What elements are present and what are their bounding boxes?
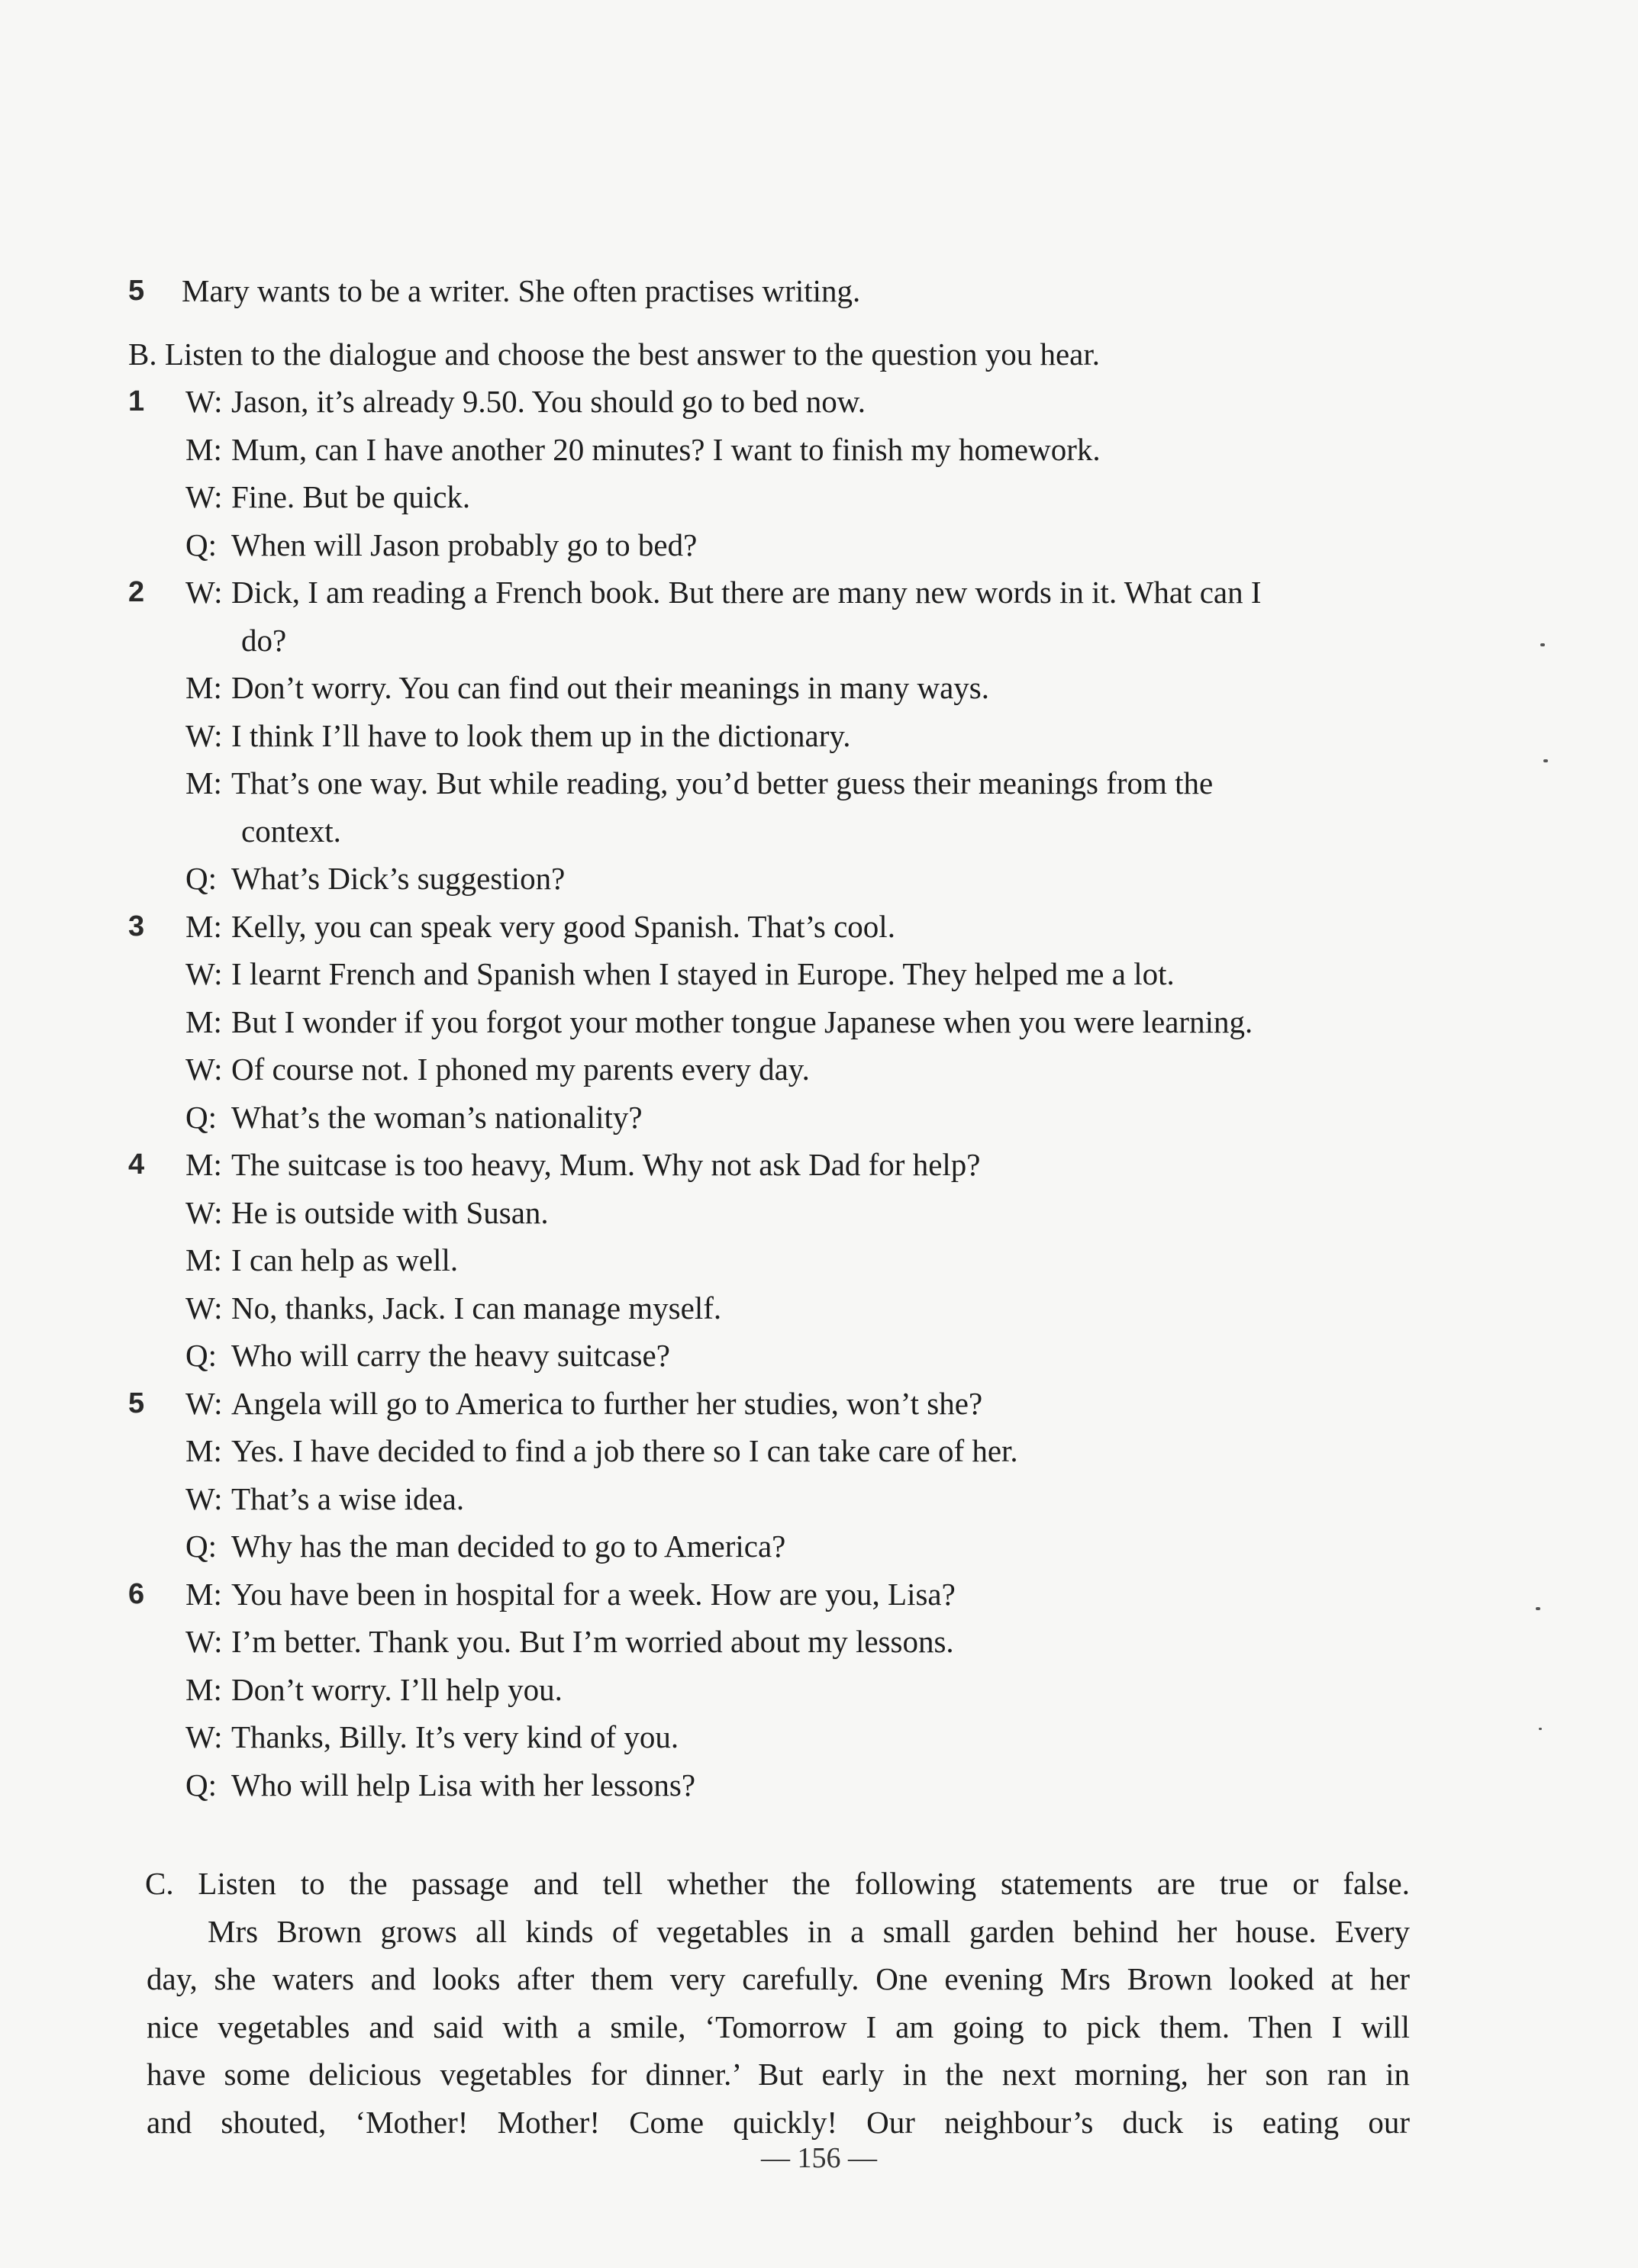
- dialogue-text: [128, 1052, 810, 1087]
- dialogue-text: [128, 1290, 721, 1326]
- dialogue-line: [128, 1094, 1426, 1142]
- speaker-label: Q:: [185, 861, 217, 896]
- dialogue-line: [128, 1713, 1426, 1761]
- dialogue-list: [128, 378, 1426, 1809]
- dialogue-line: [128, 759, 1426, 807]
- dialogue-line: [128, 1236, 1426, 1284]
- speaker-label: M:: [185, 908, 222, 944]
- speaker-label: W:: [185, 1480, 223, 1516]
- utterance: Don’t worry. You can find out their meanings in many ways.: [231, 670, 989, 705]
- passage-line: nice vegetables and said with a smile, ‘Tomorrow I am going to pick them. Then I will: [147, 2009, 1410, 2044]
- utterance-continued: do?: [241, 622, 287, 658]
- speaker-label: M:: [185, 1671, 222, 1707]
- dialogue-text: [128, 1338, 670, 1373]
- speaker-label: W:: [185, 479, 223, 514]
- utterance: I can help as well.: [231, 1242, 459, 1277]
- utterance: Thanks, Billy. It’s very kind of you.: [231, 1719, 679, 1754]
- dialogue-line: [128, 1189, 1426, 1237]
- utterance: That’s one way. But while reading, you’d better guess their meanings from the: [231, 765, 1214, 801]
- utterance: Jason, it’s already 9.50. You should go to bed now.: [231, 384, 866, 419]
- utterance-continued: context.: [241, 813, 341, 849]
- speaker-label: Q:: [185, 1529, 217, 1564]
- dialogue-line: [128, 664, 1426, 712]
- utterance: Who will help Lisa with her lessons?: [231, 1767, 696, 1802]
- dialogue-number: 2: [128, 576, 145, 608]
- dialogue-text: [128, 670, 989, 705]
- utterance: Kelly, you can speak very good Spanish. That’s cool.: [231, 908, 895, 944]
- dialogue-line: [128, 1332, 1426, 1380]
- list-item: [128, 267, 1426, 315]
- dialogue-text: [128, 575, 1262, 610]
- utterance: Who will carry the heavy suitcase?: [231, 1338, 670, 1373]
- utterance: Fine. But be quick.: [231, 479, 471, 514]
- utterance: But I wonder if you forgot your mother tongue Japanese when you were learning.: [231, 1004, 1253, 1039]
- dialogue-line: [128, 1666, 1426, 1714]
- dialogue-text: [128, 718, 850, 753]
- utterance: I’m better. Thank you. But I’m worried about my lessons.: [231, 1624, 954, 1659]
- section-c-heading: [147, 1860, 1410, 1908]
- dialogue-text: [128, 527, 697, 562]
- dialogue-text: [128, 1004, 1253, 1039]
- utterance: When will Jason probably go to bed?: [231, 527, 698, 562]
- dialogue-text: [128, 1767, 695, 1802]
- speaker-label: W:: [185, 1719, 223, 1754]
- section-b-heading: [128, 330, 1426, 379]
- dialogue-line: [128, 1761, 1426, 1809]
- dialogue-number: 6: [128, 1577, 145, 1610]
- dialogue-line-continued: [128, 617, 1426, 665]
- dialogue-number: 3: [128, 910, 145, 942]
- dialogue-line: [128, 1427, 1426, 1475]
- dialogue-line: [128, 473, 1426, 521]
- passage-line: Mrs Brown grows all kinds of vegetables in a small garden behind her house. Every: [208, 1913, 1410, 1949]
- speaker-label: M:: [185, 1242, 222, 1277]
- speaker-label: M:: [185, 670, 222, 705]
- dialogue-line: [128, 1571, 1426, 1619]
- dialogue-text: [128, 1624, 954, 1659]
- item-text: Mary wants to be a writer. She often practises writing.: [182, 273, 861, 308]
- dialogue-line: [128, 998, 1426, 1046]
- dialogue-text: [128, 1242, 458, 1277]
- speaker-label: W:: [185, 956, 223, 991]
- scan-speck: [1539, 1728, 1542, 1730]
- dialogue-text: [128, 1100, 643, 1135]
- speaker-label: W:: [185, 575, 223, 610]
- scan-speck: [1540, 643, 1545, 646]
- dialogue-line: [128, 1284, 1426, 1332]
- dialogue-text: [128, 1386, 982, 1421]
- dialogue-text: [128, 765, 1213, 801]
- speaker-label: W:: [185, 717, 223, 753]
- speaker-label: W:: [185, 1290, 223, 1326]
- section-c: [147, 1860, 1410, 2146]
- dialogue-text: [128, 1433, 1018, 1468]
- section-c-instruction: C. Listen to the passage and tell whether the following statements are true or false.: [145, 1866, 1410, 1901]
- speaker-label: Q:: [185, 1767, 217, 1802]
- page-number: — 156 —: [761, 2142, 877, 2174]
- speaker-label: M:: [185, 1147, 222, 1182]
- speaker-label: W:: [185, 1194, 223, 1230]
- utterance: The suitcase is too heavy, Mum. Why not ask Dad for help?: [231, 1147, 981, 1182]
- dialogue-text: [128, 909, 895, 944]
- dialogue-text: [128, 1672, 563, 1707]
- utterance: He is outside with Susan.: [231, 1194, 549, 1230]
- dialogue-line: [128, 950, 1426, 998]
- passage: [147, 1908, 1410, 2147]
- speaker-label: W:: [185, 1385, 223, 1421]
- dialogue-text: [128, 956, 1175, 991]
- utterance: What’s the woman’s nationality?: [231, 1099, 643, 1135]
- dialogue-number: 1: [128, 385, 145, 417]
- dialogue-line: [128, 855, 1426, 903]
- dialogue-text: [128, 1529, 785, 1564]
- dialogue-text: [128, 1719, 679, 1754]
- speaker-label: M:: [185, 431, 222, 467]
- dialogue-line: [128, 1522, 1426, 1571]
- dialogue-text: [128, 384, 866, 419]
- dialogue-line: [128, 903, 1426, 951]
- item-number: 5: [128, 275, 145, 307]
- passage-line: day, she waters and looks after them very carefully. One evening Mrs Brown looked at her: [147, 1961, 1410, 1996]
- dialogue-text: [128, 479, 470, 514]
- dialogue-line: [128, 1618, 1426, 1666]
- utterance: You have been in hospital for a week. How are you, Lisa?: [231, 1576, 956, 1612]
- dialogue-line: [128, 569, 1426, 617]
- dialogue-line: [128, 1045, 1426, 1094]
- speaker-label: M:: [185, 1004, 222, 1039]
- utterance: Don’t worry. I’ll help you.: [231, 1671, 563, 1707]
- utterance: What’s Dick’s suggestion?: [231, 861, 566, 896]
- utterance: That’s a wise idea.: [231, 1480, 465, 1516]
- dialogue-line: [128, 1380, 1426, 1428]
- dialogue-line: [128, 378, 1426, 426]
- dialogue-number: 5: [128, 1387, 145, 1419]
- dialogue-text: [128, 1481, 464, 1516]
- speaker-label: W:: [185, 384, 223, 419]
- speaker-label: Q:: [185, 527, 217, 562]
- dialogue-line: [128, 426, 1426, 474]
- utterance: Mum, can I have another 20 minutes? I want to finish my homework.: [231, 431, 1101, 467]
- dialogue-line: [128, 1141, 1426, 1189]
- utterance: Why has the man decided to go to America?: [231, 1529, 786, 1564]
- passage-line: have some delicious vegetables for dinner.’ But early in the next morning, her son ran in: [147, 2057, 1410, 2092]
- utterance: Angela will go to America to further her studies, won’t she?: [231, 1385, 983, 1421]
- dialogue-text: [128, 1147, 981, 1182]
- speaker-label: M:: [185, 1576, 222, 1612]
- dialogue-line-continued: [128, 807, 1426, 855]
- passage-line: and shouted, ‘Mother! Mother! Come quickly! Our neighbour’s duck is eating our: [147, 2104, 1410, 2140]
- dialogue-line: [128, 1475, 1426, 1523]
- listening-script: [128, 267, 1426, 1809]
- dialogue-text: [128, 1195, 549, 1230]
- scan-speck: [1536, 1607, 1540, 1610]
- dialogue-text: [128, 861, 565, 896]
- speaker-label: W:: [185, 1624, 223, 1659]
- dialogue-number: 4: [128, 1148, 145, 1181]
- scan-speck: [1543, 759, 1548, 762]
- speaker-label: Q:: [185, 1338, 217, 1373]
- dialogue-line: [128, 712, 1426, 760]
- dialogue-text: [128, 432, 1101, 467]
- utterance: Yes. I have decided to find a job there so I can take care of her.: [231, 1433, 1018, 1468]
- utterance: No, thanks, Jack. I can manage myself.: [231, 1290, 722, 1326]
- dialogue-text: [128, 1577, 956, 1612]
- speaker-label: M:: [185, 765, 222, 801]
- utterance: I think I’ll have to look them up in the dictionary.: [231, 717, 851, 753]
- utterance: Dick, I am reading a French book. But there are many new words in it. What can I: [231, 575, 1262, 610]
- speaker-label: W:: [185, 1052, 223, 1087]
- dialogue-line: [128, 521, 1426, 569]
- section-b-instruction: B. Listen to the dialogue and choose the best answer to the question you hear.: [128, 336, 1100, 372]
- speaker-label: M:: [185, 1433, 222, 1468]
- utterance: I learnt French and Spanish when I stayed in Europe. They helped me a lot.: [231, 956, 1175, 991]
- speaker-label: Q:: [185, 1099, 217, 1135]
- utterance: Of course not. I phoned my parents every day.: [231, 1052, 810, 1087]
